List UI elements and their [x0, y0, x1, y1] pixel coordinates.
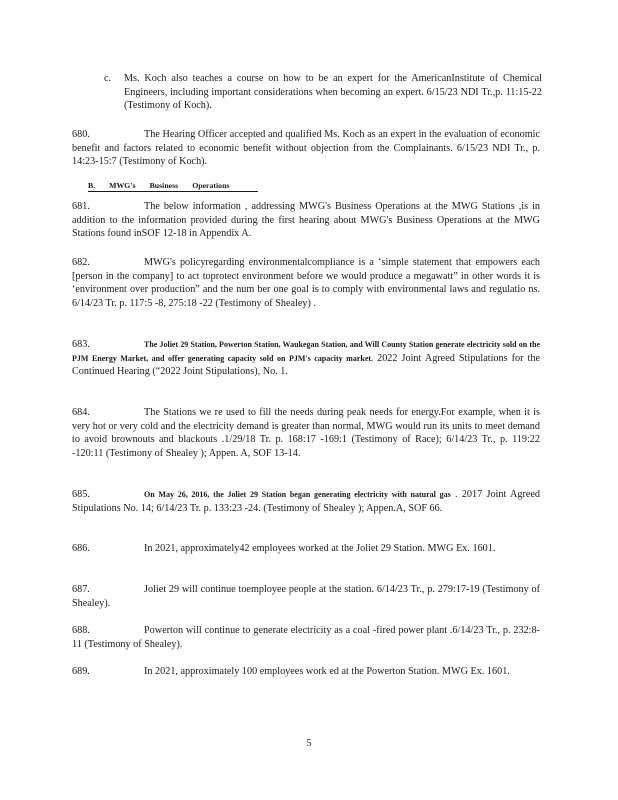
section-heading	[88, 181, 258, 192]
paragraph-text: In 2021, approximately42 employees worked at the Joliet 29 Station. MWG Ex. 1601.	[144, 543, 496, 554]
paragraph-text: . 2017 Joint Agreed Stipulations No. 14; 6/14/23 Tr. p. 133:23 -24. (Testimony of Shealey ); Appen.A, SOF 66.	[72, 489, 540, 514]
heading-letter: B.	[88, 181, 96, 190]
list-text: Ms. Koch also teaches a course on how to be an expert for the AmericanInstitute of Chemical Engineers, including important considerations when becoming an expert. 6/15/23 NDI Tr.,p. 11:15-22 (Testimony of Koch).	[124, 73, 542, 112]
paragraph-685	[72, 488, 540, 515]
paragraph-684	[72, 406, 540, 460]
paragraph-number: 687.	[72, 584, 90, 595]
paragraph-688	[72, 624, 540, 651]
paragraph-680	[72, 128, 540, 169]
paragraph-number: 685.	[72, 489, 90, 500]
list-label: c.	[104, 73, 112, 84]
paragraph-text: The below information , addressing MWG's Business Operations at the MWG Stations ,is in addition to the information provided during the first hearing about MWG's Business Operations at the MWG Stations found inSOF 12-18 in Appendix A.	[72, 201, 540, 240]
list-item-c	[104, 72, 542, 113]
heading-word: MWG's	[109, 181, 136, 190]
heading-word: Operations	[192, 181, 230, 190]
paragraph-number: 688.	[72, 625, 90, 636]
paragraph-682	[72, 256, 540, 310]
paragraph-number: 682.	[72, 257, 90, 268]
stipulation-text: On May 26, 2016, the Joliet 29 Station began generating electricity with natural gas	[144, 490, 451, 499]
paragraph-687	[72, 583, 540, 610]
paragraph-number: 686.	[72, 543, 90, 554]
paragraph-number: 689.	[72, 666, 90, 677]
paragraph-681	[72, 200, 540, 241]
paragraph-689	[72, 665, 540, 679]
paragraph-text: Joliet 29 will continue toemployee people at the station. 6/14/23 Tr., p. 279:17-19 (Testimony of Shealey).	[72, 584, 540, 609]
paragraph-text: The Stations we re used to fill the needs during peak needs for energy.For example, when it is very hot or very cold and the electricity demand is greater than normal, MWG would run its units to meet demand to avoid brownouts and blackouts .1/29/18 Tr. p. 168:17 -169:1 (Testimony of Race); 6/14/23 Tr., p. 119:22 -120:11 (Testimony of Shealey ); Appen. A, SOF 13-14.	[72, 407, 540, 459]
paragraph-text: 2022 Joint Agreed Stipulations for the Continued Hearing (“2022 Joint Stipulations), No. 1.	[72, 352, 540, 378]
paragraph-text: MWG's policyregarding environmentalcompliance is a ‘simple statement that empowers each [person in the company] to act toprotect environment before we would produce a megawatt” in other words it is ‘environment over production” and the num ber one goal is to comply with environmental laws and regulatio ns. 6/14/23 Tr. p. 117:5 -8, 275:18 -22 (Testimony of Shealey) .	[72, 257, 540, 309]
paragraph-number: 684.	[72, 407, 90, 418]
heading-word: Business	[149, 181, 179, 190]
paragraph-text: In 2021, approximately 100 employees work ed at the Powerton Station. MWG Ex. 1601.	[144, 666, 510, 677]
paragraph-number: 681.	[72, 201, 90, 212]
paragraph-683	[72, 338, 540, 379]
paragraph-number: 680.	[72, 129, 90, 140]
paragraph-686	[72, 542, 540, 556]
paragraph-number: 683.	[72, 339, 90, 350]
paragraph-text: The Hearing Officer accepted and qualified Ms. Koch as an expert in the evaluation of economic benefit and factors related to economic benefit without objection from the Complainants. 6/15/23 NDI Tr., p. 14:23-15:7 (Testimony of Koch).	[72, 129, 540, 168]
paragraph-text: Powerton will continue to generate electricity as a coal -fired power plant .6/14/23 Tr., p. 232:8-11 (Testimony of Shealey).	[72, 625, 540, 650]
stipulation-text: The Joliet 29 Station, Powerton Station, Waukegan Station, and Will County Station generate electricity sold on the PJM Energy Market, and offer generating capacity sold on PJM's capacity market.	[72, 340, 540, 363]
page-number: 5	[306, 738, 312, 749]
